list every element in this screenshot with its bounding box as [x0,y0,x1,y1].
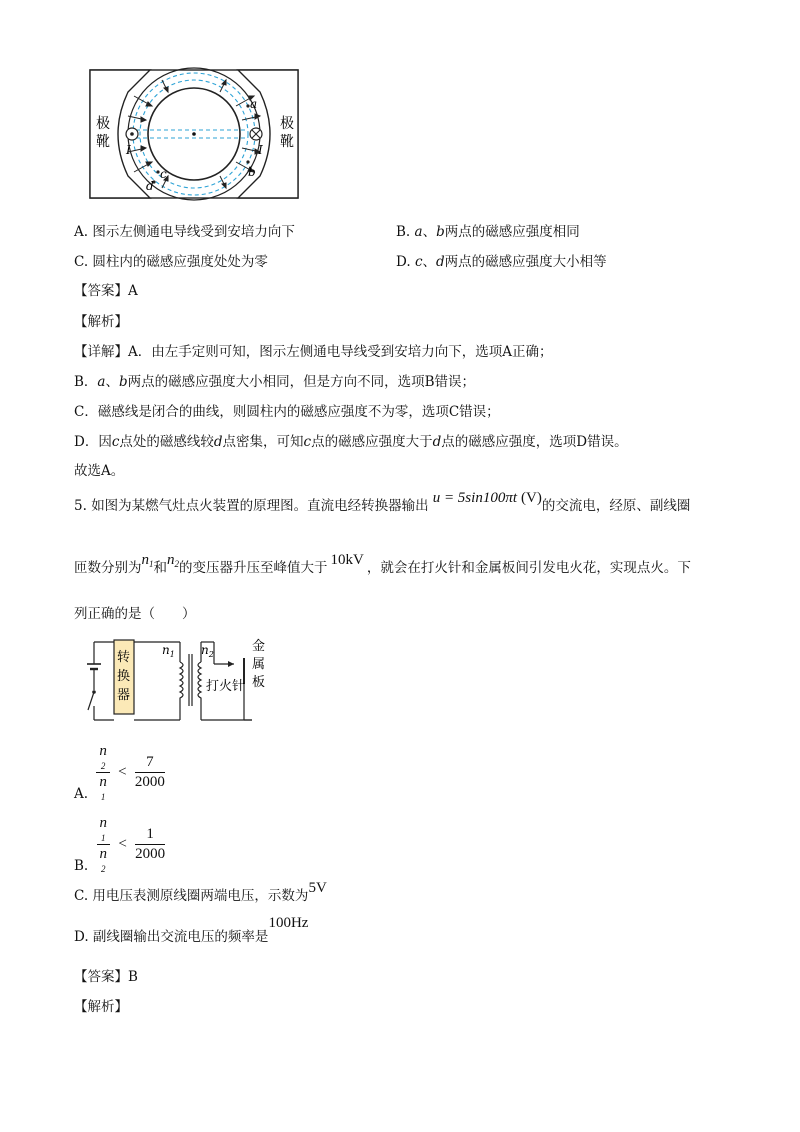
current-out-symbol [126,128,138,140]
converter-label-2: 换 [117,669,131,684]
q4-analysis-heading: 【解析】 [74,314,128,330]
fig2-n1-label: $n_1$ [162,643,175,659]
q5-option-a-rhs-num: 7 [135,753,165,773]
q4-detail-line2 [74,370,475,390]
q5-stem-line1 [74,490,691,515]
q4-detail-line4-mid2: 点密集，可知 [222,434,304,450]
q5-n1 [142,552,154,568]
point-c-label: c [160,167,167,181]
q5-option-a-lhs-den [96,773,110,803]
q5-answer [74,965,138,985]
q5-option-b-rhs-num: 1 [135,825,165,845]
fig2-n2-label: $n_2$ [201,643,214,659]
q5-option-c-text: C. 用电压表测原线圈两端电压，示数为 [74,888,309,904]
q4-option-b-rest: 两点的磁感应强度相同 [444,224,580,240]
q4-conclusion: 故选A。 [74,463,125,479]
q5-option-a-lhs [96,742,110,803]
q4-detail-line4-end: 点的磁感应强度，选项D错误。 [441,434,628,450]
q4-detail-line4-d: d [213,434,223,450]
q5-n1-sub: 1 [149,559,154,569]
plate-label-2: 属 [252,657,266,672]
q5-answer-label: 【答案】 [74,969,128,985]
converter-label-3: 器 [117,688,131,703]
right-pole-label-2: 靴 [280,134,294,150]
q5-n1-base: n [141,552,149,568]
plate-label-1: 金 [252,639,266,654]
q5-option-d-text: D. 副线圈输出交流电压的频率是 [74,929,269,945]
switch-blade [88,692,94,710]
q5-option-b-rhs-den: 2000 [135,846,166,862]
point-b-label: b [248,165,256,179]
q4-detail-line2-a: a [97,374,106,390]
q4-option-d-var2: d [436,254,445,270]
q5-stem-part1: 如图为某燃气灶点火装置的原理图。直流电经转换器输出 [91,498,429,514]
q5-n2-base: n [167,552,175,568]
point-a-label: a [250,97,258,111]
q5-option-b [74,814,165,875]
q4-detail-line2-rest: 两点的磁感应强度大小相同，但是方向不同，选项B错误； [127,374,476,390]
ignition-circuit-figure [84,634,284,726]
left-pole-label-1: 极 [96,116,110,132]
needle-label: 打火针 [206,679,246,694]
q5-formula-u: u = 5sin100πt [432,490,517,506]
plate-label-3: 板 [252,675,266,690]
q5-option-a-rhs-den: 2000 [134,774,165,790]
point-d-label: d [146,179,154,193]
q5-option-b-lhs-den-n: n [99,846,108,862]
q5-option-b-lhs-den [97,845,111,875]
q5-stem-part5: ，就会在打火针和金属板间引发电火花，实现点火。下 [366,560,691,576]
q5-number: 5. [74,498,87,514]
current-right-label: I [258,143,263,157]
q5-analysis-heading: 【解析】 [74,999,128,1015]
q4-detail-label: 【详解】 [74,344,128,360]
q4-option-a: A. 图示左侧通电导线受到安培力向下 [74,224,295,240]
left-pole-label-2: 靴 [96,134,110,150]
q4-detail-line3: C．磁感线是闭合的曲线，则圆柱内的磁感应强度不为零，选项C错误； [74,404,500,420]
q4-detail-line4-d2: d [432,434,442,450]
q4-option-b-var1: a [414,224,423,240]
q5-option-b-lhs-num-sub: 1 [101,832,106,843]
q5-option-a-lhs-den-sub: 1 [100,791,106,802]
q5-option-b-label: B. [74,858,89,874]
q4-answer-label: 【答案】 [74,283,128,299]
q5-formula-unit: (V) [521,490,542,506]
q5-option-c [74,880,327,905]
q5-option-b-lhs-den-sub: 2 [101,863,106,874]
right-pole-label-1: 极 [280,116,294,132]
q4-option-d-rest: 两点的磁感应强度大小相等 [444,254,607,270]
q4-option-d-prefix: D. [396,254,415,270]
q5-stem-part3: 匝数分别为 [74,560,142,576]
secondary-coil [198,662,201,700]
q4-detail-line4 [74,430,628,450]
q5-stem-line2 [74,552,691,577]
q5-option-b-lhs-num-n: n [99,815,108,831]
magnetic-field-figure [88,66,308,202]
q5-stem-part4: 的变压器升压至峰值大于 [179,560,328,576]
q4-option-b [396,220,580,240]
q5-option-a-lhs-den-n: n [99,774,107,790]
q4-answer-value: A [128,283,138,299]
q5-option-a-lhs-num [96,742,110,773]
q4-detail-line2-prefix: B． [74,374,98,390]
q4-detail-line4-c: c [111,434,120,450]
q5-option-a-rhs [135,753,165,792]
q5-answer-value: B [128,969,138,985]
q5-n2 [167,552,179,568]
q4-detail-line2-b: b [118,374,128,390]
q5-stem-part2: 的交流电，经原、副线圈 [541,498,691,514]
converter-label-1: 转 [117,650,131,665]
q4-detail-line1-text: A．由左手定则可知，图示左侧通电导线受到安培力向下，选项A正确； [128,344,553,360]
q5-stem-line3: 列正确的是（ ） [74,606,196,622]
q5-option-a [74,742,165,803]
q4-detail-line4-c2: c [303,434,312,450]
q4-option-c: C. 圆柱内的磁感应强度处处为零 [74,254,268,270]
q4-option-b-prefix: B. [396,224,415,240]
q5-option-b-lhs-num [97,814,111,845]
current-in-symbol [250,128,262,140]
q5-option-b-rhs [135,825,165,864]
q4-option-d-sep: 、 [422,254,436,270]
q4-detail-line4-mid3: 点的磁感应强度大于 [311,434,433,450]
q5-option-d-value: 100Hz [268,915,309,931]
q5-and: 和 [153,560,167,576]
q4-detail-line2-sep: 、 [105,374,119,390]
q5-n2-sub: 2 [174,559,179,569]
q5-option-b-lhs [97,814,111,875]
current-left-label: I [126,143,131,157]
q5-option-d [74,915,309,946]
q5-option-c-value: 5V [308,880,327,896]
q5-option-a-label: A. [74,786,89,802]
q5-option-b-op: < [118,836,127,852]
q5-option-a-op: < [118,764,127,780]
primary-coil [180,662,183,700]
q5-option-a-lhs-num-sub: 2 [100,760,106,771]
q4-option-d-var1: c [414,254,423,270]
q4-detail-line4-prefix: D．因 [74,434,112,450]
q5-peak: 10kV [330,552,364,568]
q4-detail-line1 [74,340,553,360]
q4-answer [74,279,138,299]
q4-option-d [396,250,607,270]
q4-option-b-sep: 、 [422,224,437,240]
q4-option-b-var2: b [436,224,445,240]
q5-option-a-lhs-num-n: n [99,743,107,759]
q4-detail-line4-mid: 点处的磁感线较 [119,434,214,450]
